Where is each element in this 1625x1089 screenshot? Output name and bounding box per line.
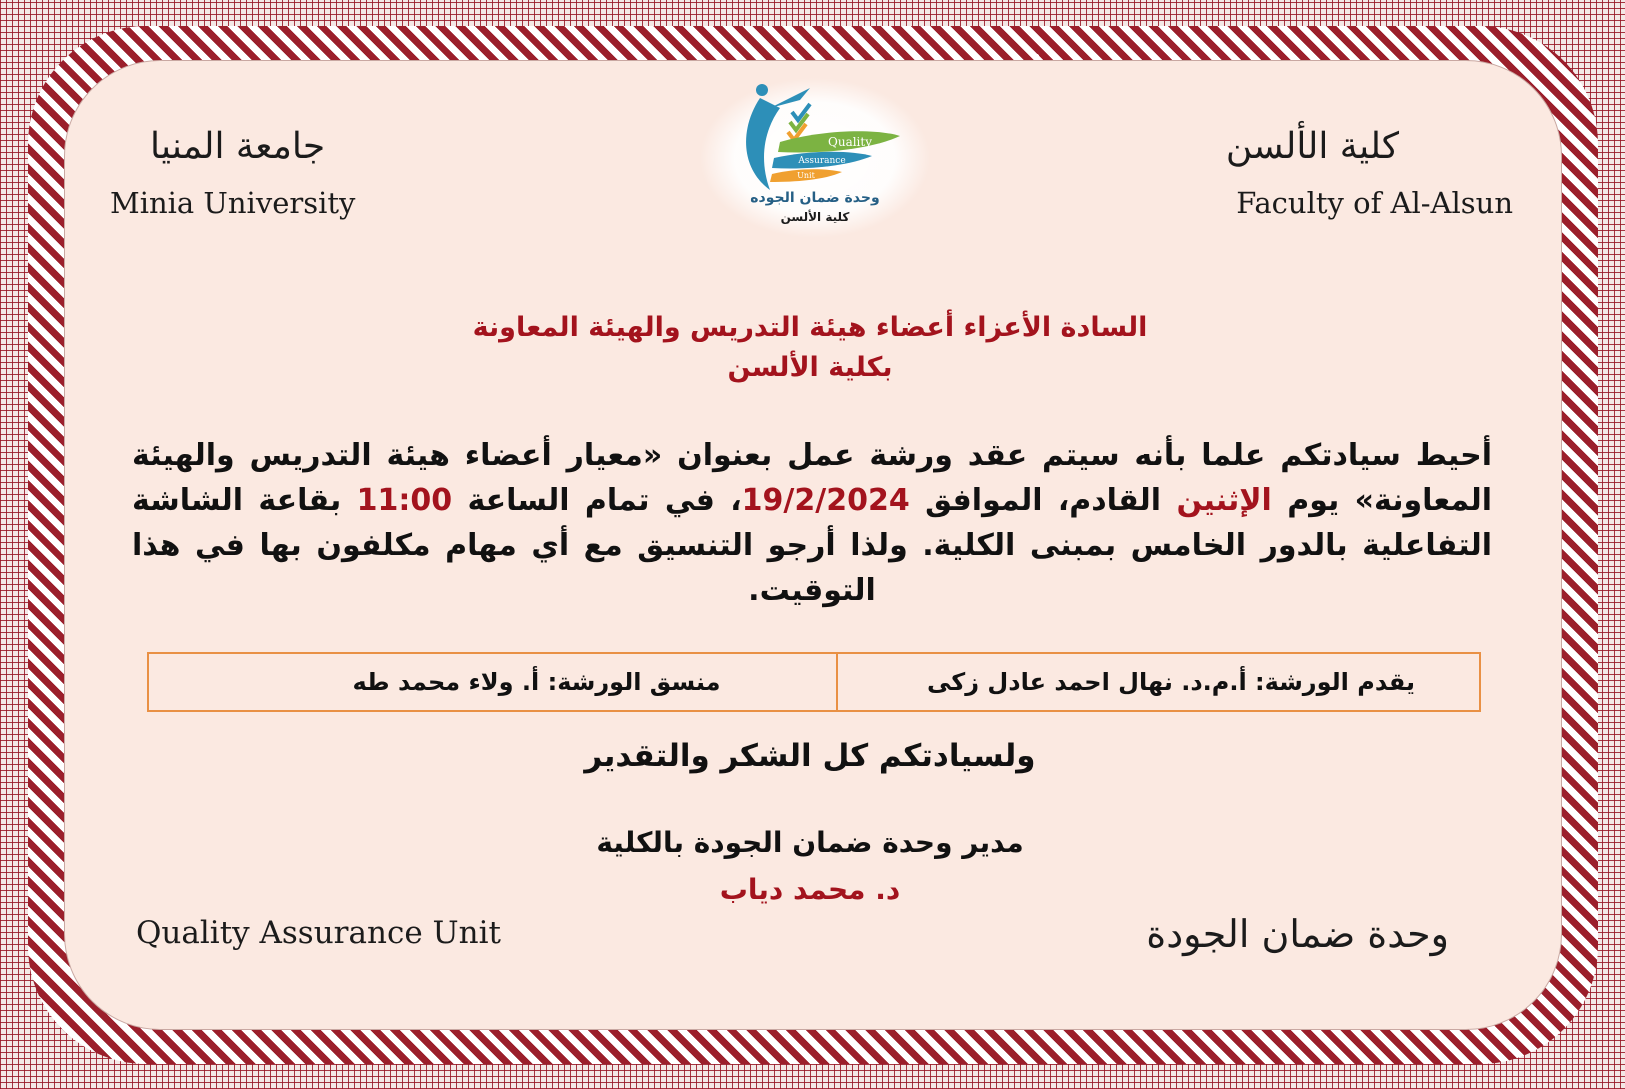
workshop-day: الإثنين <box>1176 483 1272 518</box>
logo-unit-text: Unit <box>797 171 815 180</box>
body-part-3: ، في تمام الساعة <box>452 483 742 518</box>
footer-quality-unit-en: Quality Assurance Unit <box>136 915 501 951</box>
body-part-2: القادم، الموافق <box>909 483 1177 518</box>
minia-university-en: Minia University <box>110 186 356 220</box>
faculty-alsun-en: Faculty of Al-Alsun <box>1236 186 1513 220</box>
presenters-table <box>147 652 1481 712</box>
signer-name: د. محمد دياب <box>719 873 901 906</box>
logo-unit-name-ar: وحدة ضمان الجوده <box>750 190 880 206</box>
footer-quality-unit-ar: وحدة ضمان الجودة <box>1146 912 1449 956</box>
addressee-line-2: بكلية الألسن <box>727 352 893 383</box>
coordinator-cell: منسق الورشة: أ. ولاء محمد طه <box>352 668 721 696</box>
body-part-4: بقاعة الشاشة التفاعلية بالدور الخامس بمبنى الكلية. ولذا أرجو التنسيق مع أي مهام مكلفون بها في هذا التوقيت. <box>132 483 1492 608</box>
quality-assurance-logo <box>700 78 930 238</box>
announcement-body <box>132 433 1492 613</box>
thanks-line: ولسيادتكم كل الشكر والتقدير <box>584 738 1036 774</box>
body-part-1: أحيط سيادتكم علما بأنه سيتم عقد ورشة عمل بعنوان «معيار أعضاء هيئة التدريس والهيئة المعاونة» يوم <box>132 438 1493 518</box>
faculty-alsun-ar: كلية الألسن <box>1225 126 1399 167</box>
signer-title: مدير وحدة ضمان الجودة بالكلية <box>596 826 1024 859</box>
logo-faculty-name-ar: كلية الألسن <box>780 210 850 224</box>
workshop-date: 19/2/2024 <box>741 483 910 518</box>
logo-assurance-text: Assurance <box>798 156 846 166</box>
minia-university-ar: جامعة المنيا <box>150 126 326 167</box>
addressee <box>120 308 1500 388</box>
presenter-cell: يقدم الورشة: أ.م.د. نهال احمد عادل زكى <box>836 654 1479 710</box>
logo-quality-text: Quality <box>828 135 872 149</box>
addressee-line-1: السادة الأعزاء أعضاء هيئة التدريس والهيئة المعاونة <box>472 312 1148 343</box>
workshop-time: 11:00 <box>356 483 453 518</box>
